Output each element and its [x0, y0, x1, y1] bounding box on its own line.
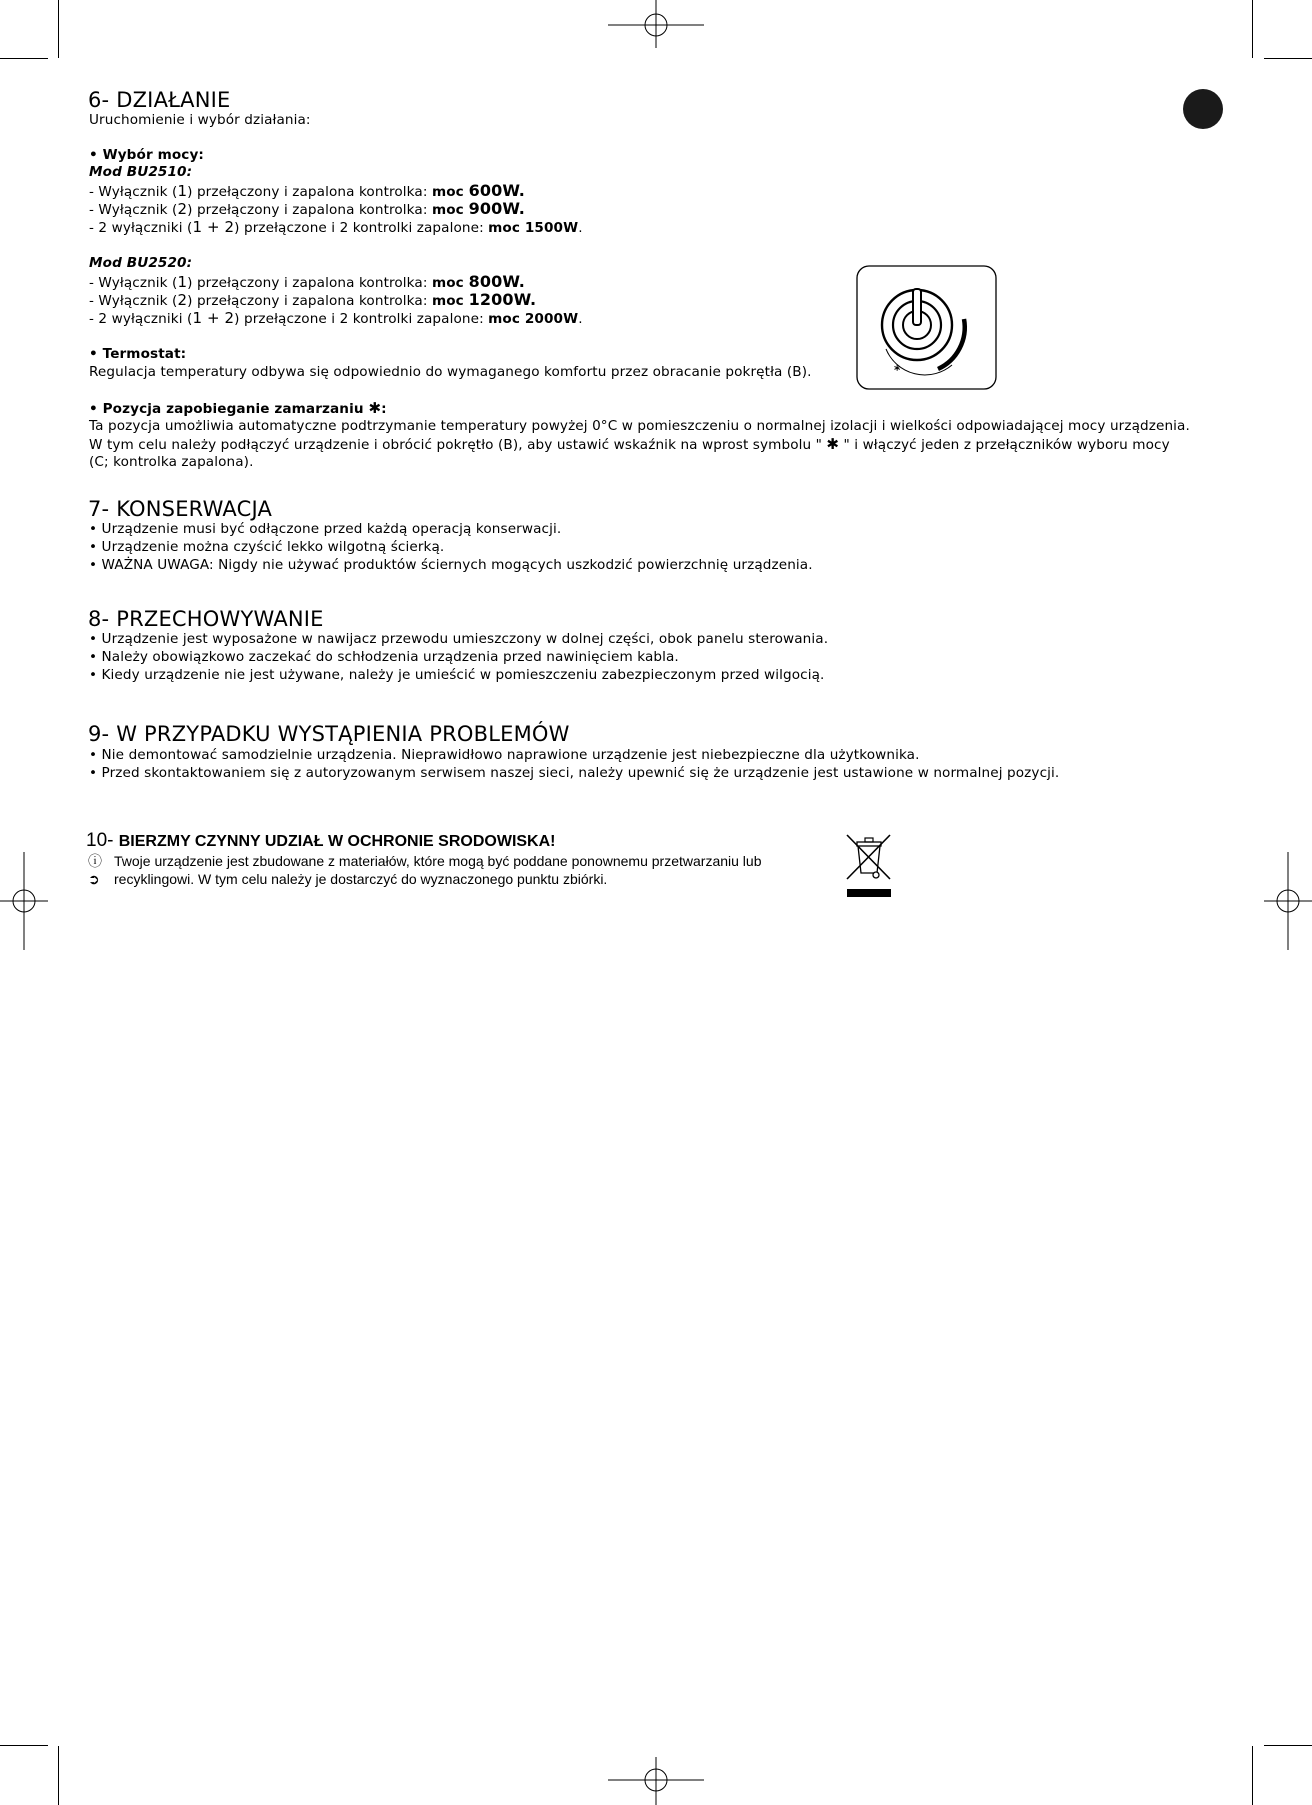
frost-line-1: Ta pozycja umożliwia automatyczne podtrzymanie temperatury powyżej 0°C w pomieszczeniu o normalnej izolacji i wielkości odpowiadającej mocy urządzenia. — [89, 418, 1190, 434]
registration-mark-left — [0, 852, 48, 950]
model-2-name: Mod BU2520: — [89, 255, 193, 271]
section-8-item-1: • Urządzenie jest wyposażone w nawijacz przewodu umieszczony w dolnej części, obok panelu sterowania. — [89, 631, 829, 647]
registration-mark-right — [1264, 852, 1312, 950]
section-8-item-2: • Należy obowiązkowo zaczekać do schłodzenia urządzenia przed nawinięciem kabla. — [89, 649, 679, 665]
frost-star-icon: ✱ — [368, 399, 382, 417]
model-1-line-2: - Wyłącznik (2) przełączony i zapalona kontrolka: moc 900W. — [89, 199, 525, 218]
thermostat-heading: • Termostat: — [89, 346, 187, 362]
section-10-title: 10- BIERZMY CZYNNY UDZIAŁ W OCHRONIE SRODOWISKA! — [86, 830, 556, 851]
dial-frost-star: * — [894, 363, 901, 377]
dial-icon — [856, 265, 998, 391]
section-8-item-3: • Kiedy urządzenie nie jest używane, należy je umieścić w pomieszczeniu zabezpieczonym przed wilgocią. — [89, 667, 825, 683]
section-6-title: 6- DZIAŁANIE — [88, 88, 231, 112]
section-7-item-3: • WAŻNA UWAGA: Nigdy nie używać produktów ściernych mogących uszkodzić powierzchnię urządzenia. — [89, 557, 813, 573]
section-7-item-1: • Urządzenie musi być odłączone przed każdą operacją konserwacji. — [89, 521, 562, 537]
model-2-line-3: - 2 wyłączniki (1 + 2) przełączone i 2 kontrolki zapalone: moc 2000W. — [89, 309, 583, 327]
thermostat-text: Regulacja temperatury odbywa się odpowiednio do wymaganego komfortu przez obracanie pokrętła (B). — [89, 364, 812, 380]
frost-line-2: W tym celu należy podłączyć urządzenie i obrócić pokrętło (B), aby ustawić wskaźnik na wprost symbolu " ✱ " i włączyć jeden z przełączników wyboru mocy — [89, 435, 1170, 453]
model-2-line-2: - Wyłącznik (2) przełączony i zapalona kontrolka: moc 1200W. — [89, 290, 537, 309]
page-marker-dot — [1183, 89, 1223, 129]
section-8-title: 8- PRZECHOWYWANIE — [88, 607, 324, 631]
weee-bin-icon — [844, 832, 894, 900]
section-9-item-2: • Przed skontaktowaniem się z autoryzowanym serwisem naszej sieci, należy upewnić się że urządzenie jest ustawione w normalnej pozycji. — [89, 765, 1060, 781]
frost-line-3: (C; kontrolka zapalona). — [89, 454, 254, 470]
registration-mark-bottom — [606, 1755, 706, 1805]
section-7-item-2: • Urządzenie można czyścić lekko wilgotną ścierką. — [89, 539, 445, 555]
model-2-line-1: - Wyłącznik (1) przełączony i zapalona kontrolka: moc 800W. — [89, 272, 525, 291]
model-1-line-3: - 2 wyłączniki (1 + 2) przełączone i 2 kontrolki zapalone: moc 1500W. — [89, 218, 583, 236]
section-6-intro: Uruchomienie i wybór działania: — [89, 112, 311, 128]
power-heading: • Wybór mocy: — [89, 147, 204, 163]
model-1-name: Mod BU2510: — [89, 164, 193, 180]
section-9-title: 9- W PRZYPADKU WYSTĄPIENIA PROBLEMÓW — [88, 722, 570, 746]
section-10-line-1: ⓘ Twoje urządzenie jest zbudowane z materiałów, które mogą być poddane ponownemu przetwarzaniu lub — [88, 853, 762, 869]
section-7-title: 7- KONSERWACJA — [88, 497, 273, 521]
section-9-item-1: • Nie demontować samodzielnie urządzenia. Nieprawidłowo naprawione urządzenie jest niebezpieczne dla użytkownika. — [89, 747, 920, 763]
registration-mark-top — [606, 0, 706, 50]
model-1-line-1: - Wyłącznik (1) przełączony i zapalona kontrolka: moc 600W. — [89, 181, 525, 200]
arrow-icon: ➲ — [88, 871, 100, 887]
info-icon: ⓘ — [88, 853, 102, 869]
section-10-line-2: ➲ recyklingowi. W tym celu należy je dostarczyć do wyznaczonego punktu zbiórki. — [88, 871, 608, 887]
frost-star-icon-2: ✱ — [826, 435, 840, 453]
frost-heading: • Pozycja zapobieganie zamarzaniu ✱: — [89, 399, 387, 417]
